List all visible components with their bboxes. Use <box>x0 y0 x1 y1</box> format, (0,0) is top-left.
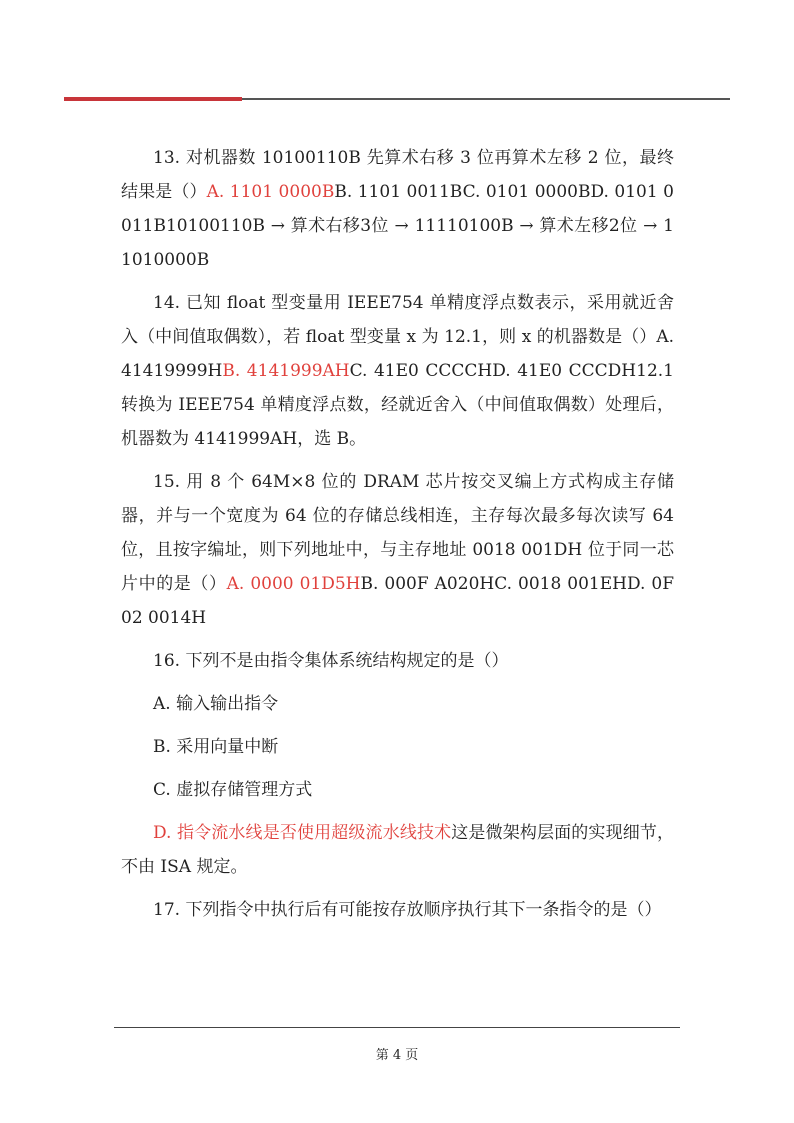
question-15-options: B. 000F A020HC. 0018 001EHD. 0F02 0014H <box>121 574 675 628</box>
footer-rule <box>114 1027 680 1028</box>
question-17 <box>121 893 674 927</box>
question-14 <box>121 286 674 456</box>
question-14-stem: 14. 已知 float 型变量用 IEEE754 单精度浮点数表示，采用就近舍入（中间值取偶数），若 float 型变量 x 为 12.1，则 x 的机器数是（） <box>121 293 674 347</box>
question-16-option-b <box>121 730 674 764</box>
question-17-stem: 17. 下列指令中执行后有可能按存放顺序执行其下一条指令的是（） <box>153 900 662 920</box>
question-14-option-a: A. 41419999H <box>121 327 674 381</box>
question-13-answer: A. 1101 0000B <box>206 182 335 202</box>
question-15 <box>121 465 674 635</box>
question-14-explanation: 12.1 转换为 IEEE754 单精度浮点数，经就近舍入（中间值取偶数）处理后，机器数为 4141999AH，选 B。 <box>121 361 674 449</box>
question-14-options: C. 41E0 CCCCHD. 41E0 CCCDH <box>349 361 637 381</box>
option-c-text: C. 虚拟存储管理方式 <box>153 780 313 800</box>
page-number: 第 4 页 <box>375 1048 419 1063</box>
page-content <box>121 141 674 936</box>
question-13 <box>121 141 674 277</box>
question-16-option-c <box>121 773 674 807</box>
option-a-text: A. 输入输出指令 <box>153 694 279 714</box>
question-16-explanation: 这是微架构层面的实现细节，不由 ISA 规定。 <box>121 823 675 877</box>
question-13-options: B. 1101 0011BC. 0101 0000BD. 0101 0011B <box>121 182 675 236</box>
question-16-answer: D. 指令流水线是否使用超级流水线技术 <box>153 823 452 843</box>
question-15-stem: 15. 用 8 个 64M×8 位的 DRAM 芯片按交叉编上方式构成主存储器，并与一个宽度为 64 位的存储总线相连，主存每次最多每次读写 64 位，且按字编址，则下列地址中，与主存地址 0018 001DH 位于同一芯片中的是（） <box>121 472 674 594</box>
question-14-answer: B. 4141999AH <box>222 361 350 381</box>
question-16-option-d <box>121 816 674 884</box>
question-16-stem: 16. 下列不是由指令集体系统结构规定的是（） <box>153 651 509 671</box>
header-rule <box>242 98 730 100</box>
option-b-text: B. 采用向量中断 <box>153 737 279 757</box>
question-15-answer: A. 0000 01D5H <box>226 574 361 594</box>
question-16 <box>121 644 674 678</box>
question-16-option-a <box>121 687 674 721</box>
question-13-stem: 13. 对机器数 10100110B 先算术右移 3 位再算术左移 2 位，最终结果是（） <box>121 148 674 202</box>
question-13-explanation: 10100110B → 算术右移3位 → 11110100B → 算术左移2位 → 11010000B <box>121 216 674 270</box>
header-rule-accent <box>64 97 242 101</box>
